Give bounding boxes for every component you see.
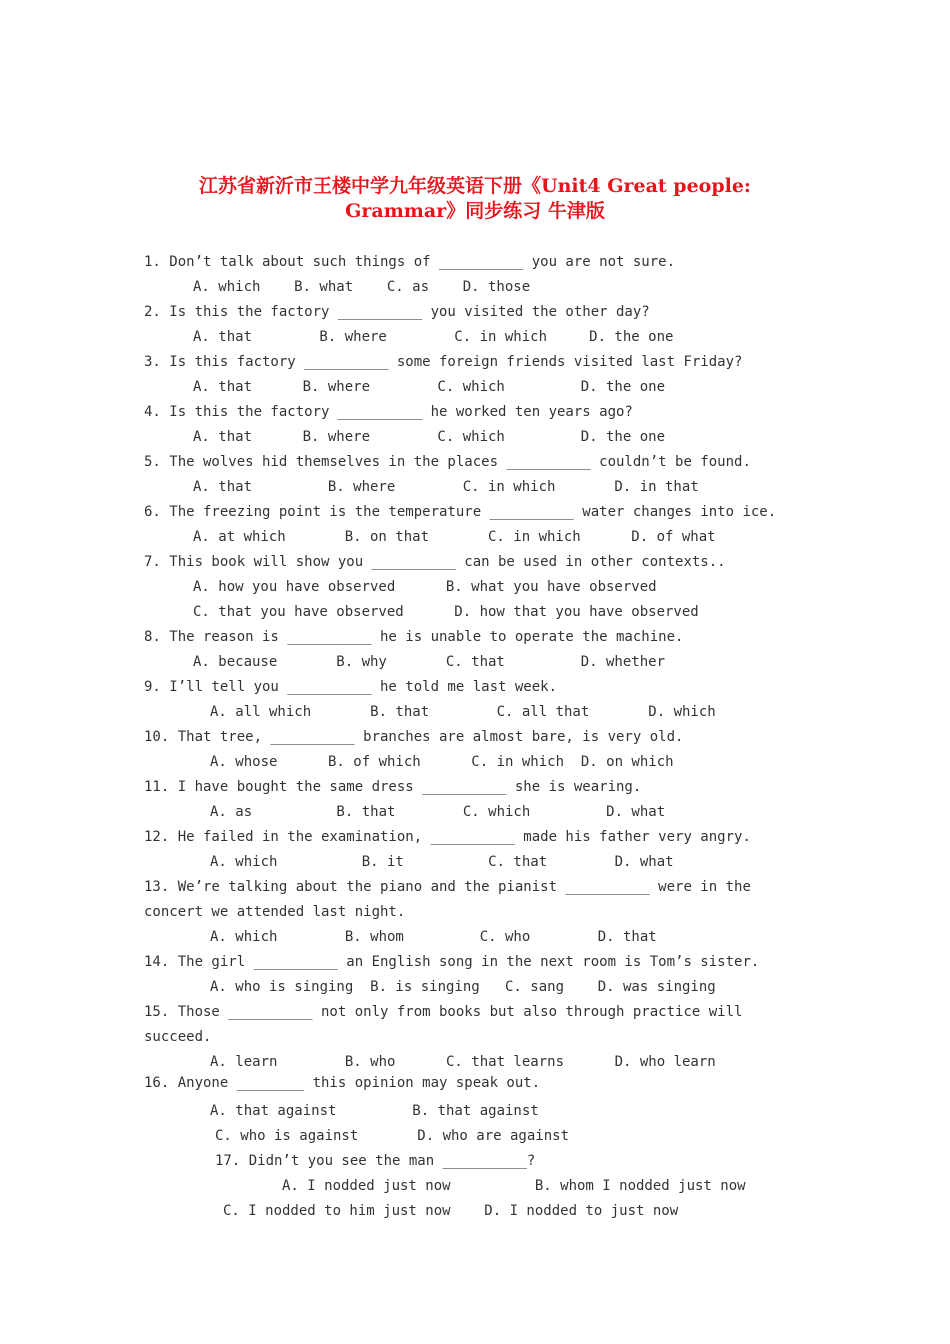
question-17-options-ab: A. I nodded just now B. whom I nodded just now bbox=[282, 1178, 746, 1194]
question-17-options-cd: C. I nodded to him just now D. I nodded to just now bbox=[223, 1203, 679, 1219]
question-16-options-cd: C. who is against D. who are against bbox=[215, 1128, 570, 1144]
question-13-continued: concert we attended last night. bbox=[144, 904, 406, 920]
question-14-options: A. who is singing B. is singing C. sang D. was singing bbox=[210, 979, 716, 995]
question-7: 7. This book will show you __________ can be used in other contexts.. bbox=[144, 554, 726, 570]
question-17: 17. Didn’t you see the man __________? bbox=[215, 1153, 536, 1169]
question-2-options: A. that B. where C. in which D. the one bbox=[193, 329, 674, 345]
question-9-options: A. all which B. that C. all that D. which bbox=[210, 704, 716, 720]
question-7-options-cd: C. that you have observed D. how that you have observed bbox=[193, 604, 699, 620]
question-11: 11. I have bought the same dress __________ she is wearing. bbox=[144, 779, 642, 795]
question-12-options: A. which B. it C. that D. what bbox=[210, 854, 674, 870]
question-5: 5. The wolves hid themselves in the places __________ couldn’t be found. bbox=[144, 454, 751, 470]
question-8-options: A. because B. why C. that D. whether bbox=[193, 654, 666, 670]
question-6: 6. The freezing point is the temperature __________ water changes into ice. bbox=[144, 504, 777, 520]
question-13: 13. We’re talking about the piano and the pianist __________ were in the bbox=[144, 879, 751, 895]
question-10-options: A. whose B. of which C. in which D. on which bbox=[210, 754, 674, 770]
question-13-options: A. which B. whom C. who D. that bbox=[210, 929, 657, 945]
question-15-options: A. learn B. who C. that learns D. who learn bbox=[210, 1054, 716, 1070]
question-1-options: A. which B. what C. as D. those bbox=[193, 279, 531, 295]
question-14: 14. The girl __________ an English song in the next room is Tom’s sister. bbox=[144, 954, 760, 970]
question-15-continued: succeed. bbox=[144, 1029, 212, 1045]
question-4-options: A. that B. where C. which D. the one bbox=[193, 429, 666, 445]
question-9: 9. I’ll tell you __________ he told me last week. bbox=[144, 679, 558, 695]
document-title-continued: Grammar》同步练习 牛津版 bbox=[345, 200, 605, 222]
question-11-options: A. as B. that C. which D. what bbox=[210, 804, 666, 820]
question-16-options-ab: A. that against B. that against bbox=[210, 1103, 539, 1119]
question-12: 12. He failed in the examination, __________ made his father very angry. bbox=[144, 829, 751, 845]
question-1: 1. Don’t talk about such things of __________ you are not sure. bbox=[144, 254, 676, 270]
question-3: 3. Is this factory __________ some foreign friends visited last Friday? bbox=[144, 354, 743, 370]
question-4: 4. Is this the factory __________ he worked ten years ago? bbox=[144, 404, 633, 420]
question-7-options-ab: A. how you have observed B. what you have observed bbox=[193, 579, 657, 595]
question-10: 10. That tree, __________ branches are almost bare, is very old. bbox=[144, 729, 684, 745]
question-8: 8. The reason is __________ he is unable to operate the machine. bbox=[144, 629, 684, 645]
question-3-options: A. that B. where C. which D. the one bbox=[193, 379, 666, 395]
question-5-options: A. that B. where C. in which D. in that bbox=[193, 479, 699, 495]
question-6-options: A. at which B. on that C. in which D. of what bbox=[193, 529, 716, 545]
question-16: 16. Anyone ________ this opinion may speak out. bbox=[144, 1075, 541, 1091]
question-15: 15. Those __________ not only from books but also through practice will bbox=[144, 1004, 743, 1020]
document-title: 江苏省新沂市王楼中学九年级英语下册《Unit4 Great people: bbox=[199, 175, 751, 197]
question-2: 2. Is this the factory __________ you visited the other day? bbox=[144, 304, 650, 320]
